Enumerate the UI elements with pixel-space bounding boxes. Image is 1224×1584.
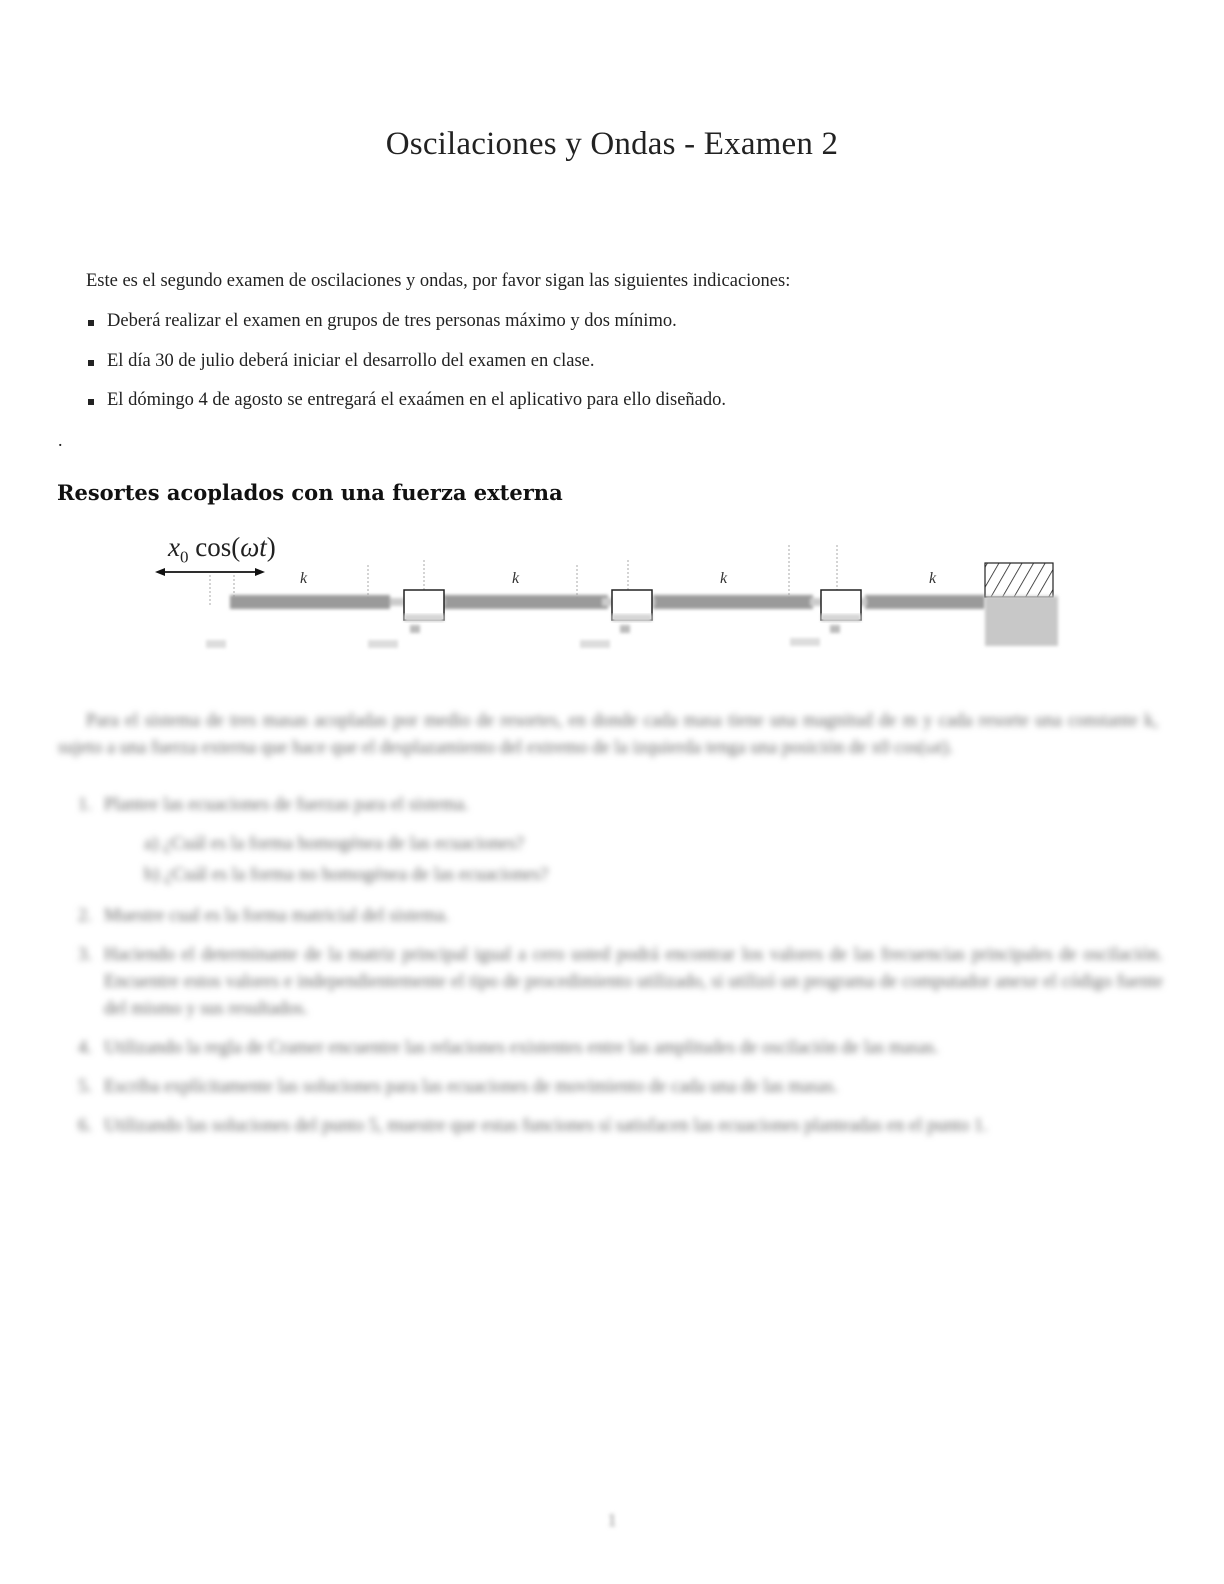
question-number: 3. [78, 945, 92, 965]
question-number: 6. [78, 1116, 92, 1136]
stray-period: . [58, 430, 63, 450]
questions-list [78, 792, 1163, 1152]
sub-question-item [144, 860, 548, 891]
spring-1 [230, 595, 390, 609]
spring-4 [865, 595, 985, 609]
page-number: 1 [607, 1510, 617, 1530]
question-text: Escriba explícitamente las soluciones para las ecuaciones de movimiento de cada una de las masas. [104, 1077, 839, 1097]
question-item [78, 903, 1163, 930]
coupled-springs-figure [140, 530, 1080, 670]
bullet-square-icon [88, 320, 94, 326]
question-text: Utilizando la regla de Cramer encuentre las relaciones existentes entre las amplitudes de oscilación de las masas. [104, 1038, 939, 1058]
spring-3 [653, 595, 813, 609]
fixed-wall-icon [985, 563, 1058, 646]
question-number: 2. [78, 906, 92, 926]
question-number: 4. [78, 1038, 92, 1058]
instruction-text: El día 30 de julio deberá iniciar el desarrollo del examen en clase. [107, 350, 595, 371]
sub-questions-list [144, 829, 548, 891]
spring-constant-label: k [300, 570, 308, 587]
bullet-square-icon [88, 360, 94, 366]
spring-2 [443, 595, 608, 609]
sub-question-text: ¿Cuál es la forma homogénea de las ecuaciones? [163, 834, 525, 854]
question-item [78, 942, 1163, 1023]
sub-question-text: ¿Cuál es la forma no homogénea de las ecuaciones? [164, 865, 549, 885]
question-text: Muestre cual es la forma matricial del sistema. [104, 906, 450, 926]
question-item [78, 1035, 1163, 1062]
sub-question-label: a) [144, 834, 159, 854]
spring-constant-label: k [512, 570, 520, 587]
instruction-text: El dómingo 4 de agosto se entregará el exaámen en el aplicativo para ello diseñado. [107, 390, 727, 410]
figure-drawing [140, 530, 1080, 670]
sub-question-item [144, 829, 548, 860]
document-title: Oscilaciones y Ondas - Examen 2 [385, 126, 839, 162]
question-text: Plantee las ecuaciones de fuerzas para el sistema. [104, 795, 469, 815]
section-heading: Resortes acoplados con una fuerza externa [57, 480, 563, 505]
double-arrow-icon [155, 568, 265, 576]
bullet-square-icon [88, 399, 94, 405]
question-text: Utilizando las soluciones del punto 5, muestre que estas funciones sí satisfacen las ecuaciones planteadas en el punto 1. [104, 1116, 988, 1136]
question-item [78, 1113, 1163, 1140]
force-function: cos( [188, 532, 241, 562]
instruction-item [86, 390, 726, 430]
question-item [78, 1074, 1163, 1101]
spring-constant-label: k [929, 570, 937, 587]
instruction-text: Deberá realizar el examen en grupos de tres personas máximo y dos mínimo. [107, 311, 677, 331]
force-subscript: 0 [179, 547, 189, 567]
question-number: 1. [78, 795, 92, 815]
springs [206, 595, 985, 648]
force-close-paren: ) [266, 532, 276, 562]
instructions-list [86, 311, 726, 430]
instruction-item [86, 311, 726, 351]
sub-question-label: b) [144, 865, 160, 885]
question-item [78, 792, 1163, 891]
spring-constant-label: k [720, 570, 728, 587]
force-argument: ωt [240, 532, 267, 562]
force-variable: x [168, 532, 180, 562]
question-number: 5. [78, 1077, 92, 1097]
instruction-item [86, 351, 726, 391]
intro-paragraph: Este es el segundo examen de oscilaciones y ondas, por favor sigan las siguientes indicaciones: [86, 271, 791, 291]
question-text: Haciendo el determinante de la matriz principal igual a cero usted podrá encontrar los valores de las frecuencias principales de oscilación. Encuentre estos valores e independientemente el tipo de procedimiento utilizado, si utilizó un programa de computador anexe el código fuente del mismo y sus resultados. [104, 945, 1163, 1019]
problem-statement: Para el sistema de tres masas acopladas por medio de resortes, en donde cada masa tiene una magnitud de m y cada resorte una constante k, sujeto a una fuerza externa que hace que el desplazamiento del extremo de la izquierda tenga una posición de x0 cos(ωt). [58, 711, 1158, 758]
